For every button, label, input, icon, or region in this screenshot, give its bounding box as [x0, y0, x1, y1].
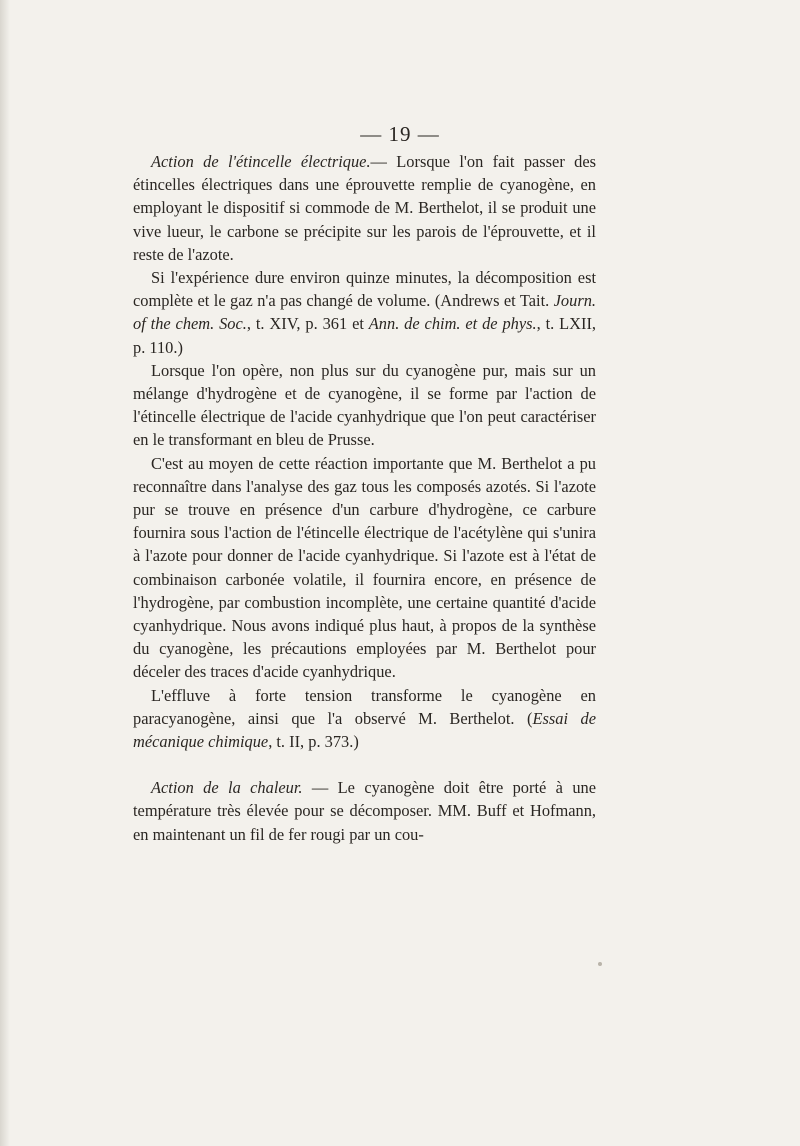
paragraph-text: , t. II, p. 373.)	[268, 732, 359, 752]
paragraph-hydrogen-mixture: Lorsque l'on opère, non plus sur du cyanogène pur, mais sur un mélange d'hydrogène et de cyanogène, il se forme par l'action de l'étincelle électrique de l'acide cyanhydrique que l'on peut caractériser en le transformant en bleu de Prusse.	[133, 360, 596, 450]
paragraph-text: — Le cyanogène doit être porté à une température très élevée pour se décomposer. MM. Buff et Hofmann, en maintenant un fil de fer rougi par un cou-	[133, 778, 596, 844]
paragraph-decomposition	[133, 266, 596, 359]
paper-speck	[598, 962, 602, 966]
paragraph-text: Si l'expérience dure environ quinze minutes, la décomposition est complète et le gaz n'a pas changé de volume. (Andrews et Tait.	[133, 268, 596, 311]
citation-essai: Essai de mécanique chimique	[133, 708, 596, 752]
paragraph-text: L'effluve à forte tension transforme le cyanogène en paracyanogène, ainsi que l'a observé M. Berthelot. (	[133, 685, 596, 728]
citation-annales: Ann. de chim. et de phys.	[368, 314, 537, 334]
section-heading-heat: Action de la chaleur.	[151, 778, 303, 798]
paragraph-text: — Lorsque l'on fait passer des étincelles électriques dans une éprouvette remplie de cyanogène, en employant le dispositif si commode de M. Berthelot, il se produit une vive lueur, le carbone se précipite sur les parois de l'éprouvette, et il reste de l'azote.	[133, 152, 597, 264]
page-number: — 19 —	[360, 122, 440, 146]
paragraph-text: , t. XIV, p. 361 et	[246, 314, 369, 334]
paragraph-heat	[133, 776, 596, 846]
page-edge-shadow	[0, 0, 10, 1146]
paragraph-text: , t. LXII, p. 110.)	[133, 314, 596, 357]
paragraph-electric-spark	[133, 150, 596, 266]
paragraph-effluve	[133, 684, 596, 754]
paragraph-berthelot-reaction: C'est au moyen de cette réaction importante que M. Berthelot a pu reconnaître dans l'analyse des gaz tous les composés azotés. Si l'azote pur se trouve en présence d'un carbure d'hydrogène, ce carbure fournira sous l'action de l'étincelle électrique de l'acétylène qui s'unira à l'azote pour donner de l'acide cyanhydrique. Si l'azote est à l'état de combinaison carbonée volatile, il fournira encore, en présence de l'hydrogène, par combustion incomplète, une certaine quantité d'acide cyanhydrique. Nous avons indiqué plus haut, à propos de la synthèse du cyanogène, les précautions employées par M. Berthelot pour déceler des traces d'acide cyanhydrique.	[133, 453, 596, 682]
citation-journal: Journ. of the chem. Soc.	[133, 291, 596, 334]
body-text	[133, 150, 596, 846]
section-heading-electric-spark: Action de l'étincelle électrique.	[151, 152, 371, 171]
